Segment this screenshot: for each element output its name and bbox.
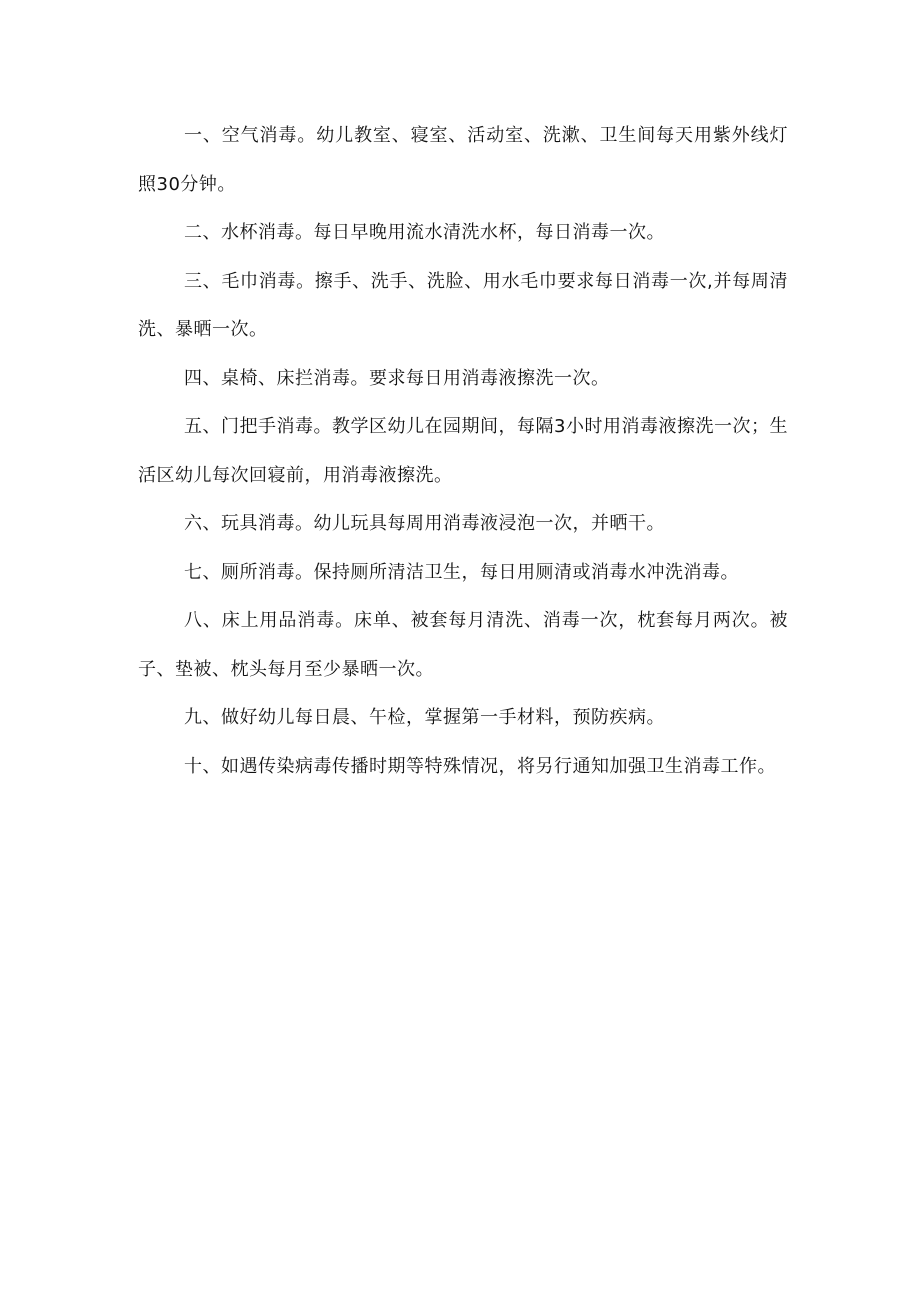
paragraph-toy-disinfection: 六、玩具消毒。幼儿玩具每周用消毒液浸泡一次，并晒干。 [184,513,665,534]
paragraph-toilet-disinfection: 七、厕所消毒。保持厕所清洁卫生，每日用厕清或消毒水冲洗消毒。 [184,561,739,583]
paragraph-air-disinfection: 一、空气消毒。幼儿教室、寝室、活动室、洗漱、卫生间每天用紫外线灯照30分钟。 [138,125,788,195]
paragraph-towel-disinfection: 三、毛巾消毒。擦手、洗手、洗脸、用水毛巾要求每日消毒一次,并每周清洗、暴晒一次。 [138,270,788,340]
paragraph-doorhandle-disinfection: 五、门把手消毒。教学区幼儿在园期间，每隔3小时用消毒液擦洗一次；生活区幼儿每次回寝前，用消毒液擦洗。 [138,416,788,486]
paragraph-health-check: 九、做好幼儿每日晨、午检，掌握第一手材料，预防疾病。 [184,707,665,728]
document-body [138,112,788,791]
paragraph-bedding-disinfection: 八、床上用品消毒。床单、被套每月清洗、消毒一次，枕套每月两次。被子、垫被、枕头每月至少暴晒一次。 [138,610,788,680]
paragraph-cup-disinfection: 二、水杯消毒。每日早晚用流水清洗水杯，每日消毒一次。 [184,222,665,243]
paragraph-furniture-disinfection: 四、桌椅、床拦消毒。要求每日用消毒液擦洗一次。 [184,367,610,389]
paragraph-special-situations: 十、如遇传染病毒传播时期等特殊情况，将另行通知加强卫生消毒工作。 [184,755,776,777]
